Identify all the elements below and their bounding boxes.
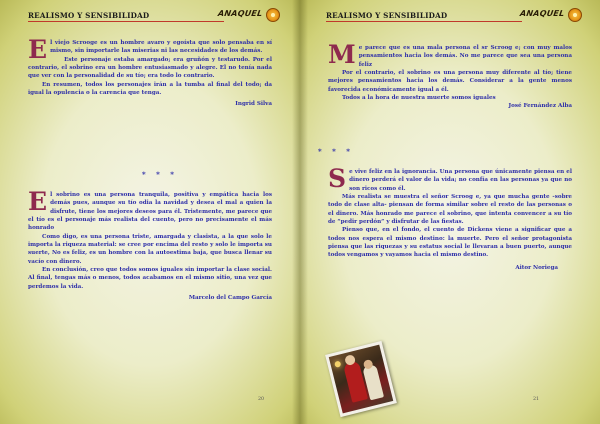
paragraph: Pienso que, en el fondo, el cuento de Dickens viene a significar que a todos nos espera el mismo destino: la muerte. Pero el señor protagonista piensa que las riquezas y su estatus social le llevaran a buen puerto, aunque todos vengamos y vayamos hacia el mismo destino. [328,227,572,259]
paragraph: En conclusión, creo que todos somos iguales sin importar la clase social. Al final, tengas más o menos, todos acabamos en el mismo sitio, una vez que perdemos la vida. [28,267,272,290]
paragraph: l sobrino es una persona tranquila, positiva y empática hacia los demás pues, aunque su tío odia la navidad y desea el mal a quien la disfrute, tiene los mejores deseos para él. Tristemente, me parece que el tío es el personaje más realista del cuento, pero no precisamente el más honrado [28,192,272,232]
essay-2 [28,187,272,302]
sun-emblem-icon [568,8,582,22]
author-signature: Ingrid Silva [235,101,272,108]
paragraph: Todos a la hora de nuestra muerte somos iguales [342,95,496,102]
sun-emblem-icon [266,8,280,22]
right-page [300,0,600,424]
paragraph: Por el contrario, el sobrino es una persona muy diferente al tío; tiene mejores pensamientos hacia los demás. Considerar a la gente menos favorecida económicamente igual a él. [328,70,572,93]
section-separator: * * * [142,170,178,179]
dropcap: S [328,164,347,193]
paragraph: Este personaje estaba amargado; era gruñón y testarudo. Por el contrario, el sobrino era un hombre entusiasmado y alegre. El no tenía nada que ver con la personalidad de su tío; era todo lo contrario. [28,56,272,80]
paragraph: e parece que es una mala persona el sr Scroog e; con muy malos pensamientos hacia los demás. No me parece que sea una persona feliz [358,45,572,68]
dropcap: M [328,40,356,69]
essay-1 [28,35,272,109]
section-title: REALISMO Y SENSIBILIDAD [326,11,448,20]
paragraph: l viejo Scrooge es un hombre avaro y egoísta que solo pensaba en sí mismo, sin importarle las miserias ni las necesidades de los demás. [50,40,272,55]
page-header [326,9,582,27]
lamp-shape [334,361,341,368]
author-signature: José Fernández Alba [508,103,572,110]
section-separator: * * * [318,147,354,156]
essay-2 [328,164,572,272]
page-header [28,9,280,27]
essay-1 [328,40,572,111]
author-signature: Marcelo del Campo García [188,295,272,302]
section-title: REALISMO Y SENSIBILIDAD [28,11,150,20]
paragraph: Como digo, es una persona triste, amargada y clasista, a la que solo le importa la riqueza material: se cree por encima del resto y solo le importa su suerte, No es feliz, es un hombre con la autoestima baja, que busca llenar su vacío con dinero. [28,233,272,265]
scrooge-illustration-photo [325,341,397,417]
brand-logo: ANAQUEL [519,9,565,18]
dropcap: E [28,187,48,216]
header-rule [326,21,522,22]
dropcap: E [28,35,48,64]
page-number: 20 [258,397,265,402]
brand-logo: ANAQUEL [217,9,263,18]
header-rule [28,21,224,22]
paragraph: Más realista se muestra el señor Scroog e, ya que mucha gente -sobre todo de clase alta- piensan de forma similar sobre el resto de las personas o el dinero. Más honrado me parece el sobrino, que intenta convencer a su tío de “pedir perdón” y disfrutar de las fiestas. [328,194,572,226]
author-signature: Aitor Noriega [515,264,558,271]
book-gutter [292,0,308,424]
paragraph: En resumen, todos los personajes irán a la tumba al final del todo; da igual la opulencia o la carencia que tenga. [28,81,272,97]
page-number: 21 [533,397,540,402]
photo-image [329,345,393,414]
paragraph: e vive feliz en la ignorancia. Una persona que únicamente piensa en el dinero perderá el valor de la vida; no confía en las personas ya que no son ricos como él. [349,169,572,192]
